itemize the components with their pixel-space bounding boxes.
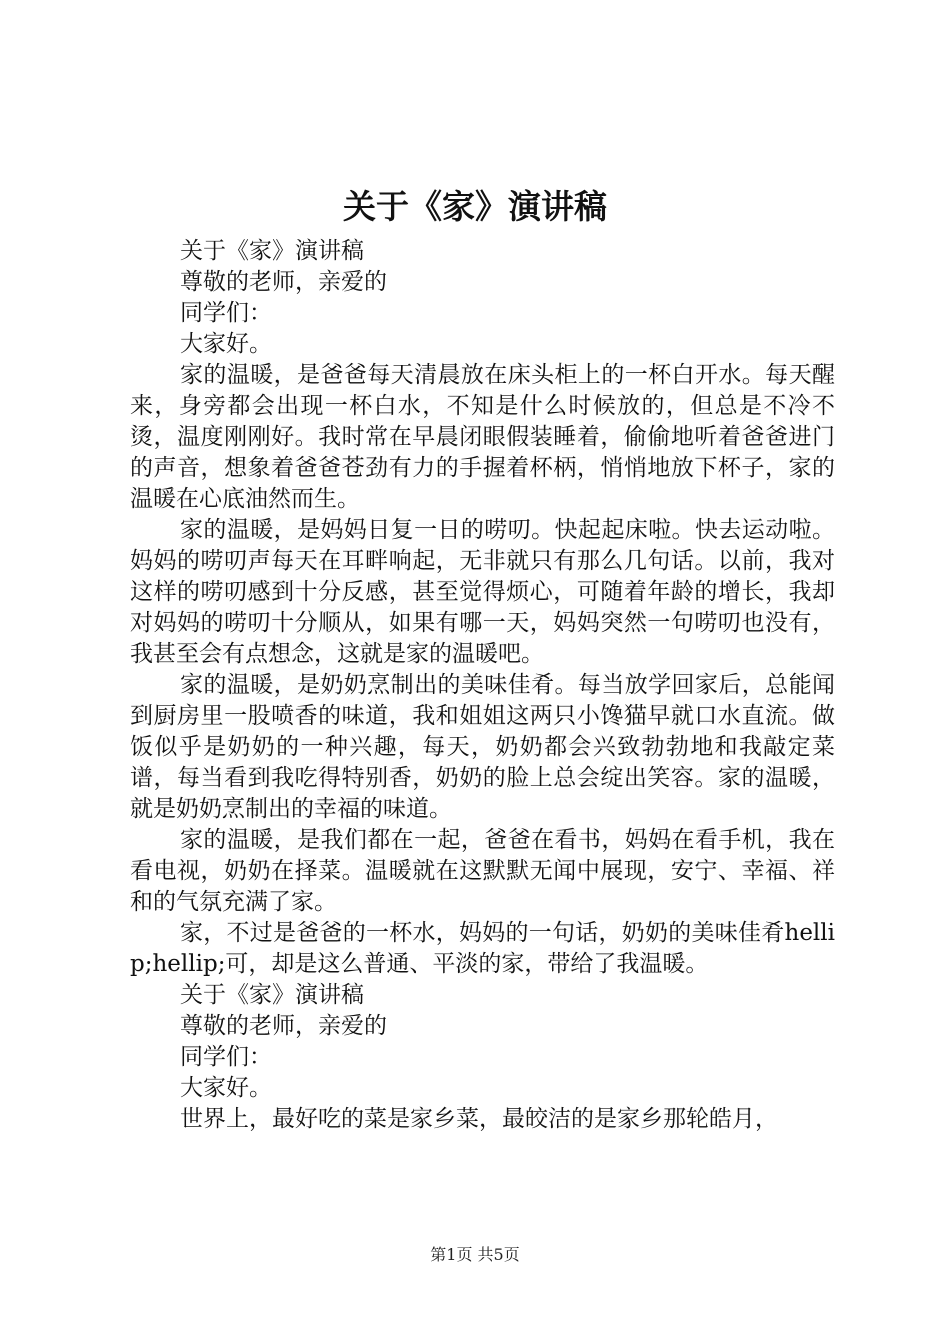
document-body — [130, 236, 835, 1135]
paragraph: 同学们： — [180, 300, 272, 326]
paragraph: 家，不过是爸爸的一杯水，妈妈的一句话，奶奶的美味佳肴hellip;hellip;可，却是这么普通、平淡的家，带给了我温暖。 — [130, 920, 835, 977]
paragraph: 大家好。 — [180, 1075, 272, 1101]
paragraph: 关于《家》演讲稿 — [180, 238, 364, 264]
page-footer: 第1页 共5页 — [430, 1245, 520, 1264]
paragraph: 世界上，最好吃的菜是家乡菜，最皎洁的是家乡那轮皓月， — [180, 1106, 778, 1132]
paragraph: 家的温暖，是奶奶烹制出的美味佳肴。每当放学回家后，总能闻到厨房里一股喷香的味道，我和姐姐这两只小馋猫早就口水直流。做饭似乎是奶奶的一种兴趣，每天，奶奶都会兴致勃勃地和我敲定菜谱，每当看到我吃得特别香，奶奶的脸上总会绽出笑容。家的温暖，就是奶奶烹制出的幸福的味道。 — [130, 672, 835, 822]
paragraph: 尊敬的老师，亲爱的 — [180, 1013, 387, 1039]
paragraph: 尊敬的老师，亲爱的 — [180, 269, 387, 295]
paragraph: 同学们： — [180, 1044, 272, 1070]
paragraph: 关于《家》演讲稿 — [180, 982, 364, 1008]
paragraph: 家的温暖，是妈妈日复一日的唠叨。快起起床啦。快去运动啦。妈妈的唠叨声每天在耳畔响起，无非就只有那么几句话。以前，我对这样的唠叨感到十分反感，甚至觉得烦心，可随着年龄的增长，我却对妈妈的唠叨十分顺从，如果有哪一天，妈妈突然一句唠叨也没有，我甚至会有点想念，这就是家的温暖吧。 — [130, 517, 835, 667]
document-title: 关于《家》演讲稿 — [343, 187, 607, 226]
paragraph: 家的温暖，是我们都在一起，爸爸在看书，妈妈在看手机，我在看电视，奶奶在择菜。温暖就在这默默无闻中展现，安宁、幸福、祥和的气氛充满了家。 — [130, 827, 835, 915]
paragraph: 大家好。 — [180, 331, 272, 357]
paragraph: 家的温暖，是爸爸每天清晨放在床头柜上的一杯白开水。每天醒来，身旁都会出现一杯白水，不知是什么时候放的，但总是不冷不烫，温度刚刚好。我时常在早晨闭眼假装睡着，偷偷地听着爸爸进门的声音，想象着爸爸苍劲有力的手握着杯柄，悄悄地放下杯子，家的温暖在心底油然而生。 — [130, 362, 835, 512]
